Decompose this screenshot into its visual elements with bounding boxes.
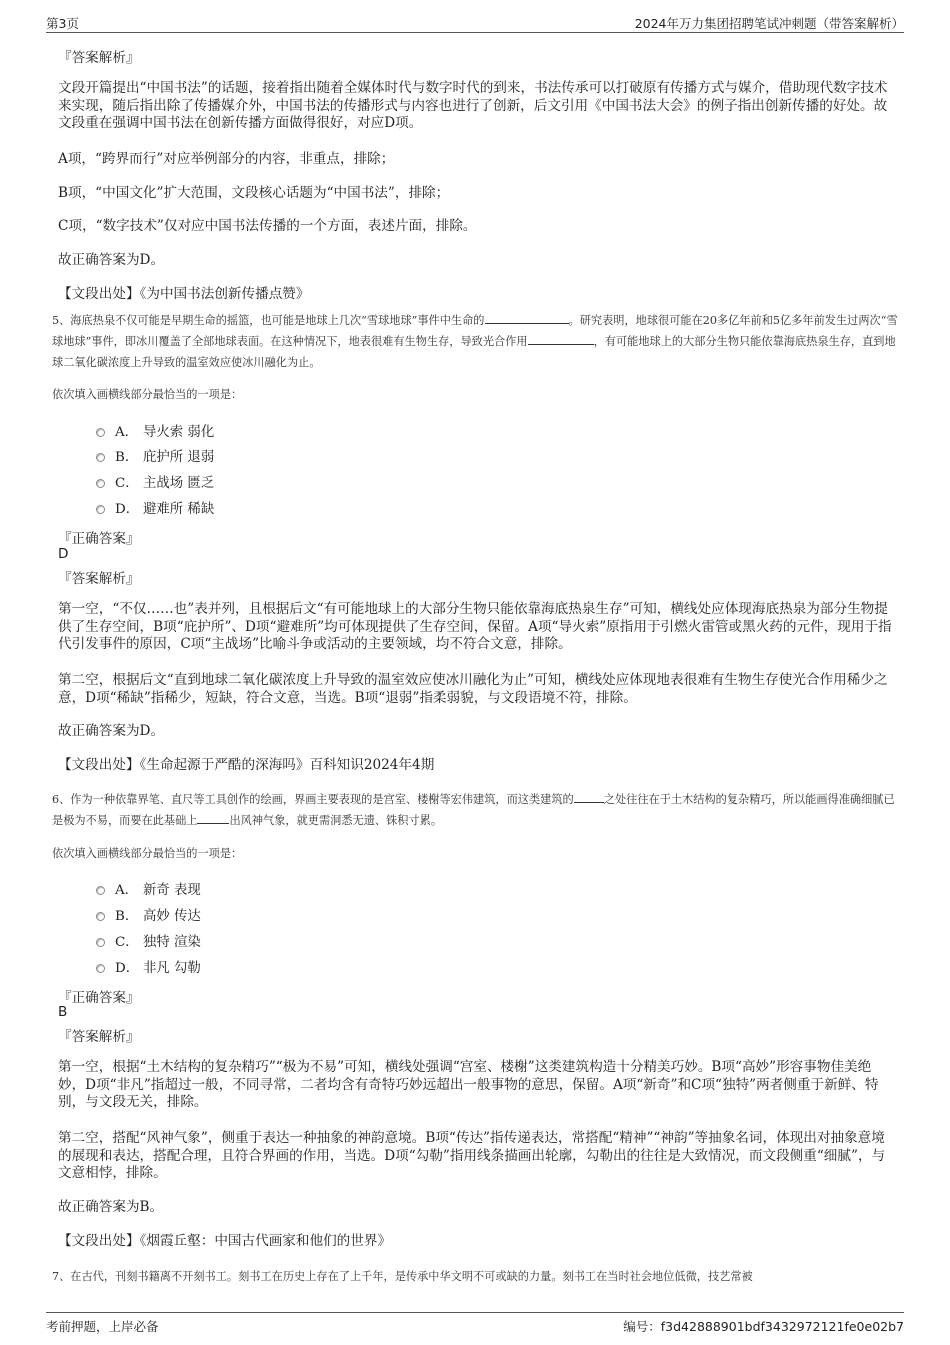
q5-stem: 5、海底热泉不仅可能是早期生命的摇篮，也可能是地球上几次“雪球地球”事件中生命的 。研究表明，地球很可能在20多亿年前和5亿多年前发生过两次“雪球地球”事件，即冰川覆盖了全部地球表面。在这种情况下，地表很难有生物生存，导致光合作用 ，有可能地球上的大部分生物只能依靠海底热泉生存，直到地球二氧化碳浓度上升导致的温室效应使冰川融化为止。 [52, 314, 898, 369]
q4-analysis-label: 『答案解析』 [58, 50, 140, 66]
q6-analysis-para-2: 第二空，搭配“风神气象”，侧重于表达一种抽象的神韵意境。B项“传达”指传递表达，常搭配“精神”“神韵”等抽象名词，体现出对抽象意境的展现和表达，搭配合理，且符合界画的作用，当选。D项“勾勒”指用线条描画出轮廓，勾勒出的往往是大致情况，而文段侧重“细腻”，与文意相悖，排除。 [58, 1130, 886, 1181]
q6-blank-1 [574, 791, 604, 803]
q4-analysis-para-4: C项，“数字技术”仅对应中国书法传播的一个方面，表述片面，排除。 [58, 218, 477, 234]
q5-blank-2 [528, 333, 594, 345]
document-serial: 编号：f3d42888901bdf3432972121fe0e02b7 [623, 1319, 904, 1334]
radio-icon[interactable] [96, 505, 105, 514]
radio-icon[interactable] [96, 938, 105, 947]
q5-prompt: 依次填入画横线部分最恰当的一项是： [52, 388, 243, 401]
radio-icon[interactable] [96, 453, 105, 462]
q5-option-b[interactable]: B． 庇护所 退弱 [96, 446, 214, 466]
q4-source: 【文段出处】《为中国书法创新传播点赞》 [58, 286, 310, 302]
radio-icon[interactable] [96, 428, 105, 437]
q4-conclusion: 故正确答案为D。 [58, 252, 165, 268]
page-header [46, 12, 904, 33]
q5-option-c[interactable]: C． 主战场 匮乏 [96, 472, 214, 492]
document-title: 2024年万力集团招聘笔试冲刺题（带答案解析） [634, 16, 904, 31]
q5-analysis-para-1: 第一空，“不仅……也”表并列，且根据后文“有可能地球上的大部分生物只能依靠海底热泉生存”可知，横线处应体现海底热泉为部分生物提供了生存空间，B项“庇护所”、D项“避难所”均可体现提供了生存空间，保留。A项“导火索”原指用于引燃火雷管或黑火药的元件，现用于指代引发事件的原因，C项“主战场”比喻斗争或活动的主要领域，均不符合文意，排除。 [58, 601, 892, 652]
page-footer [46, 1312, 904, 1335]
q6-prompt: 依次填入画横线部分最恰当的一项是： [52, 847, 243, 860]
q6-option-a[interactable]: A． 新奇 表现 [96, 879, 201, 899]
q5-source: 【文段出处】《生命起源于严酷的深海吗》百科知识2024年4期 [58, 757, 435, 773]
q6-stem: 6、作为一种依靠界笔、直尺等工具创作的绘画，界画主要表现的是宫室、楼榭等宏伟建筑，而这类建筑的 之处往往在于土木结构的复杂精巧，所以能画得准确细腻已是极为不易，而要在此基础上 出风神气象，就更需洞悉无遗、铢积寸累。 [52, 793, 895, 827]
q6-analysis-para-1: 第一空，根据“土木结构的复杂精巧”“极为不易”可知，横线处强调“宫室、楼榭”这类建筑构造十分精美巧妙。B项“高妙”形容事物佳美绝妙，D项“非凡”指超过一般，不同寻常，二者均含有奇特巧妙远超出一般事物的意思，保留。A项“新奇”和C项“独特”两者侧重于新鲜、特别，与文段无关，排除。 [58, 1059, 879, 1110]
q5-blank-1 [485, 312, 569, 324]
q5-correct-label: 『正确答案』 [58, 531, 140, 547]
q6-conclusion: 故正确答案为B。 [58, 1199, 164, 1215]
q6-option-c[interactable]: C． 独特 渲染 [96, 931, 201, 951]
q6-source: 【文段出处】《烟霞丘壑：中国古代画家和他们的世界》 [58, 1233, 392, 1249]
q6-blank-2 [197, 812, 229, 824]
radio-icon[interactable] [96, 964, 105, 973]
radio-icon[interactable] [96, 886, 105, 895]
radio-icon[interactable] [96, 479, 105, 488]
q6-analysis-label: 『答案解析』 [58, 1029, 140, 1045]
q6-option-d[interactable]: D． 非凡 勾勒 [96, 957, 201, 977]
q6-correct-answer: B [58, 1004, 68, 1020]
q6-correct-label: 『正确答案』 [58, 990, 140, 1006]
q5-option-a[interactable]: A． 导火索 弱化 [96, 421, 214, 441]
q6-option-b[interactable]: B． 高妙 传达 [96, 905, 201, 925]
radio-icon[interactable] [96, 912, 105, 921]
q5-correct-answer: D [58, 546, 69, 562]
q5-analysis-label: 『答案解析』 [58, 571, 140, 587]
page-number: 第3页 [46, 16, 79, 31]
footer-slogan: 考前押题，上岸必备 [46, 1319, 159, 1334]
q5-option-d[interactable]: D． 避难所 稀缺 [96, 498, 214, 518]
q5-conclusion: 故正确答案为D。 [58, 723, 165, 739]
q4-analysis-para-1: 文段开篇提出“中国书法”的话题，接着指出随着全媒体时代与数字时代的到来，书法传承可以打破原有传播方式与媒介，借助现代数字技术来实现，随后指出除了传播媒介外，中国书法的传播形式与内容也进行了创新，后文引用《中国书法大会》的例子指出创新传播的好处。故文段重在强调中国书法在创新传播方面做得很好，对应D项。 [58, 80, 888, 131]
q7-stem: 7、在古代，刊刻书籍离不开刻书工。刻书工在历史上存在了上千年，是传承中华文明不可或缺的力量。刻书工在当时社会地位低微，技艺常被 [52, 1270, 753, 1283]
q4-analysis-para-2: A项，“跨界而行”对应举例部分的内容，非重点，排除； [58, 151, 395, 167]
q4-analysis-para-3: B项，“中国文化”扩大范围，文段核心话题为“中国书法”，排除； [58, 185, 450, 201]
q5-analysis-para-2: 第二空，根据后文“直到地球二氧化碳浓度上升导致的温室效应使冰川融化为止”可知，横线处应体现地表很难有生物生存使光合作用稀少之意，D项“稀缺”指稀少，短缺，符合文意，当选。B项“退弱”指柔弱貌，与文段语境不符，排除。 [58, 672, 888, 706]
